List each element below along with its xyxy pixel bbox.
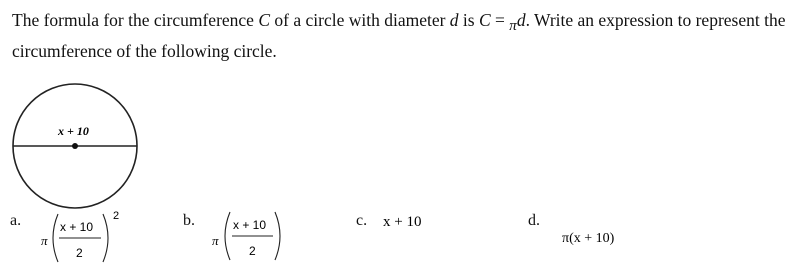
option-b-numerator: x + 10 xyxy=(233,218,267,232)
option-b-pi: π xyxy=(212,233,219,248)
formula-pi: π xyxy=(509,18,517,34)
question-part-3: is xyxy=(458,10,479,30)
option-a-exponent: 2 xyxy=(113,210,120,222)
question-part-2: of a circle with diameter xyxy=(270,10,450,30)
option-c-expression: x + 10 xyxy=(383,214,422,230)
diameter-label: x + 10 xyxy=(58,124,89,138)
variable-d: d xyxy=(449,10,459,30)
option-b-left-paren xyxy=(225,212,230,260)
option-a-denominator: 2 xyxy=(76,246,83,260)
question-part-1: The formula for the circumference xyxy=(12,10,259,30)
option-c-letter: c. xyxy=(356,212,368,229)
option-a-letter: a. xyxy=(10,212,22,229)
option-a-left-paren xyxy=(53,214,58,262)
option-a-expression xyxy=(41,210,119,262)
option-b-right-paren xyxy=(275,212,280,260)
question-part-4: . Write an expression to represent the circumference of the following circle. xyxy=(12,10,786,61)
option-b-expression xyxy=(212,212,280,260)
circle-shape xyxy=(13,84,137,208)
formula-c: C xyxy=(478,10,491,30)
formula-equals: = xyxy=(490,10,510,30)
option-d-letter: d. xyxy=(528,212,540,229)
question-text xyxy=(12,6,794,66)
center-point xyxy=(72,143,78,149)
option-d-expression: π(x + 10) xyxy=(562,231,615,246)
formula-d: d xyxy=(516,10,526,30)
option-b-denominator: 2 xyxy=(249,244,256,258)
variable-c: C xyxy=(258,10,271,30)
option-a-pi: π xyxy=(41,233,48,248)
option-a-numerator: x + 10 xyxy=(60,220,94,234)
option-b-letter: b. xyxy=(183,212,195,229)
circle-diagram xyxy=(13,84,137,208)
option-a-right-paren xyxy=(103,214,108,262)
